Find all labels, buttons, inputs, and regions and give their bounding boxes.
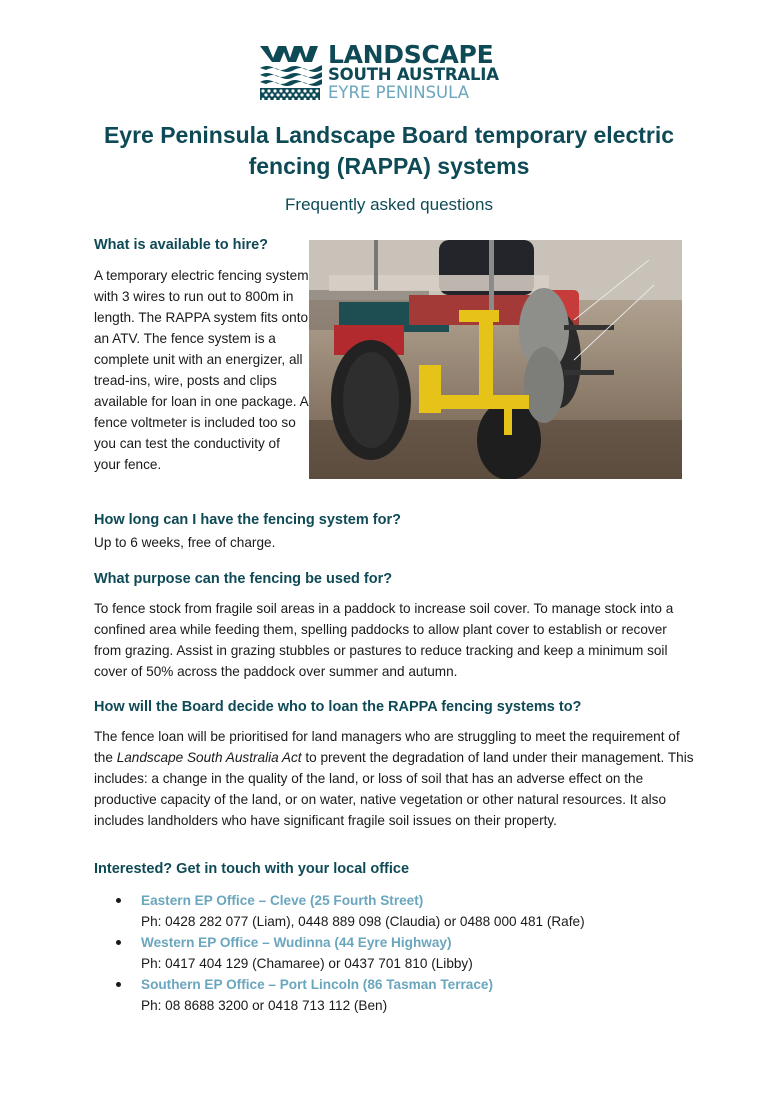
section-heading-eligibility: How will the Board decide who to loan the RAPPA fencing systems to? bbox=[94, 699, 582, 715]
office-item-eastern bbox=[116, 890, 676, 932]
bullet-icon bbox=[116, 898, 121, 903]
bullet-icon bbox=[116, 982, 121, 987]
title-line-1: Eyre Peninsula Landscape Board temporary electric bbox=[103, 122, 675, 148]
logo-line-south-australia: SOUTH AUSTRALIA bbox=[328, 65, 499, 84]
bullet-icon bbox=[116, 940, 121, 945]
office-item-western bbox=[116, 932, 676, 974]
atv-fencing-image-icon bbox=[309, 240, 682, 479]
section-body-purpose: To fence stock from fragile soil areas in a paddock to increase soil cover. To manage stock into a confined area while feeding them, spelling paddocks to allow plant cover to establish or recover from grazing. Assist in grazing stubbles or pastures to reduce tracking and keep a minimum soil cover of 50% across the paddock over summer and autumn. bbox=[94, 601, 674, 679]
office-name: Western EP Office – Wudinna (44 Eyre Highway) bbox=[141, 935, 452, 950]
office-name: Southern EP Office – Port Lincoln (86 Tasman Terrace) bbox=[141, 977, 494, 992]
eligibility-text-after: to prevent the degradation of land under their management. This includes: a change in the quality of the land, or loss of soil that has an adverse effect on the productive capacity of the land, or on water, native vegetation or other natural resources. It also includes landholders who have significant fragile soil issues on their property. bbox=[94, 750, 694, 828]
act-name: Landscape South Australia Act bbox=[116, 750, 302, 765]
office-phone: Ph: 08 8688 3200 or 0418 713 112 (Ben) bbox=[141, 998, 388, 1013]
rappa-atv-photo bbox=[309, 240, 682, 479]
landscape-sa-logo bbox=[260, 40, 522, 102]
logo-mark-icon bbox=[260, 44, 322, 100]
title-line-2: fencing (RAPPA) systems bbox=[248, 153, 530, 179]
section-body-available: A temporary electric fencing system with 3 wires to run out to 800m in length. The RAPPA system fits onto an ATV. The fence system is a complete unit with an energizer, all tread-ins, wire, posts and clips available for loan in one package. A fence voltmeter is included too so you can test the conductivity of your fence. bbox=[94, 268, 309, 472]
page-subtitle: Frequently asked questions bbox=[285, 195, 493, 214]
office-item-southern bbox=[116, 974, 676, 1016]
logo-line-landscape: LANDSCAPE bbox=[328, 40, 494, 69]
section-body-eligibility bbox=[94, 726, 694, 831]
page-title bbox=[70, 120, 708, 182]
section-heading-duration: How long can I have the fencing system for? bbox=[94, 512, 401, 528]
office-list bbox=[116, 890, 676, 1016]
eligibility-text-before: The fence loan will be prioritised for land managers who are struggling to meet the requirement of the bbox=[94, 729, 680, 765]
section-heading-purpose: What purpose can the fencing be used for? bbox=[94, 571, 393, 587]
section-heading-available: What is available to hire? bbox=[94, 237, 269, 253]
office-phone: Ph: 0417 404 129 (Chamaree) or 0437 701 810 (Libby) bbox=[141, 956, 473, 971]
logo-line-eyre-peninsula: EYRE PENINSULA bbox=[328, 83, 469, 102]
office-phone: Ph: 0428 282 077 (Liam), 0448 889 098 (Claudia) or 0488 000 481 (Rafe) bbox=[141, 914, 585, 929]
section-heading-contact: Interested? Get in touch with your local office bbox=[94, 861, 410, 877]
office-name: Eastern EP Office – Cleve (25 Fourth Street) bbox=[141, 893, 424, 908]
section-body-duration: Up to 6 weeks, free of charge. bbox=[94, 535, 276, 550]
